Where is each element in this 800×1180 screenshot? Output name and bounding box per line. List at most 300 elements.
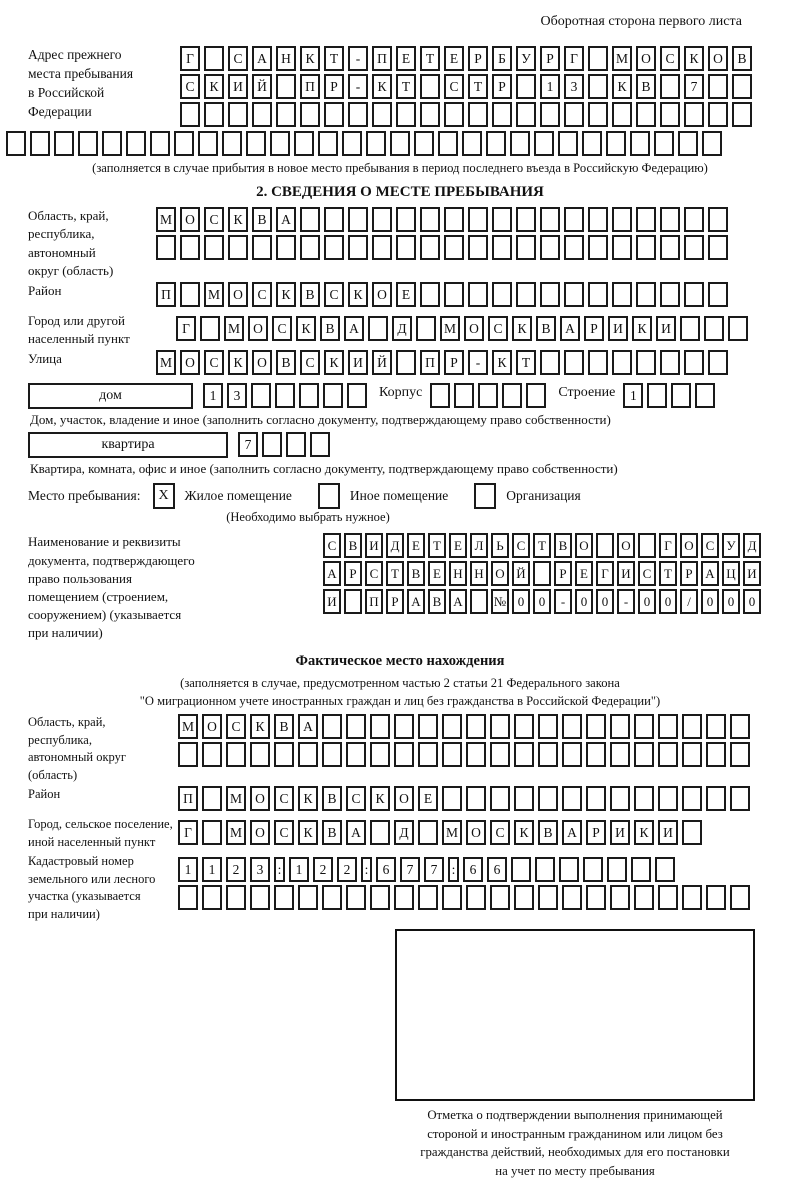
char-cell[interactable]: А [562,820,582,845]
char-cell[interactable] [222,131,242,156]
char-cell[interactable] [322,742,342,767]
char-cell[interactable] [430,383,450,408]
char-cell[interactable] [174,131,194,156]
char-cell[interactable]: С [274,820,294,845]
char-cell[interactable]: Е [407,533,425,558]
char-cell[interactable]: О [248,316,268,341]
char-cell[interactable] [678,131,698,156]
char-cell[interactable] [658,786,678,811]
char-cell[interactable]: С [274,786,294,811]
char-cell[interactable] [732,74,752,99]
char-cell[interactable] [420,102,440,127]
char-cell[interactable]: - [554,589,572,614]
char-cell[interactable] [562,714,582,739]
char-cell[interactable]: О [617,533,635,558]
char-cell[interactable] [444,102,464,127]
char-cell[interactable]: 0 [575,589,593,614]
char-cell[interactable]: Д [392,316,412,341]
char-cell[interactable] [706,786,726,811]
char-cell[interactable] [370,885,390,910]
char-cell[interactable]: С [365,561,383,586]
char-cell[interactable] [634,885,654,910]
char-cell[interactable] [102,131,122,156]
char-cell[interactable] [322,714,342,739]
char-cell[interactable] [204,102,224,127]
char-cell[interactable]: М [156,350,176,375]
char-cell[interactable]: М [178,714,198,739]
char-cell[interactable]: 7 [238,432,258,457]
char-cell[interactable] [276,74,296,99]
char-cell[interactable]: Й [252,74,272,99]
char-cell[interactable] [660,102,680,127]
char-cell[interactable] [276,102,296,127]
char-cell[interactable]: Й [372,350,392,375]
char-cell[interactable] [204,46,224,71]
char-cell[interactable] [492,235,512,260]
char-cell[interactable] [708,102,728,127]
char-cell[interactable] [730,714,750,739]
char-cell[interactable] [344,589,362,614]
char-cell[interactable]: О [636,46,656,71]
char-cell[interactable]: 0 [701,589,719,614]
char-cell[interactable] [630,131,650,156]
char-cell[interactable]: М [156,207,176,232]
char-cell[interactable] [514,786,534,811]
char-cell[interactable]: - [348,74,368,99]
char-cell[interactable]: К [512,316,532,341]
char-cell[interactable] [200,316,220,341]
char-cell[interactable]: О [250,820,270,845]
char-cell[interactable] [564,235,584,260]
char-cell[interactable] [156,235,176,260]
char-cell[interactable] [610,885,630,910]
char-cell[interactable] [658,714,678,739]
char-cell[interactable] [516,282,536,307]
char-cell[interactable] [202,820,222,845]
char-cell[interactable] [150,131,170,156]
char-cell[interactable]: И [617,561,635,586]
char-cell[interactable] [468,207,488,232]
char-cell[interactable] [728,316,748,341]
char-cell[interactable] [390,131,410,156]
char-cell[interactable] [300,235,320,260]
char-cell[interactable] [534,131,554,156]
char-cell[interactable] [396,350,416,375]
char-cell[interactable] [562,742,582,767]
char-cell[interactable] [252,235,272,260]
char-cell[interactable] [226,742,246,767]
char-cell[interactable] [533,561,551,586]
char-cell[interactable] [647,383,667,408]
char-cell[interactable]: Е [444,46,464,71]
char-cell[interactable] [490,742,510,767]
char-cell[interactable]: Н [449,561,467,586]
char-cell[interactable] [444,235,464,260]
char-cell[interactable] [538,742,558,767]
char-cell[interactable]: Б [492,46,512,71]
char-cell[interactable]: 1 [202,857,222,882]
char-cell[interactable]: П [420,350,440,375]
char-cell[interactable] [466,714,486,739]
char-cell[interactable]: О [180,207,200,232]
char-cell[interactable] [636,350,656,375]
char-cell[interactable] [274,885,294,910]
char-cell[interactable]: К [228,350,248,375]
char-cell[interactable] [462,131,482,156]
char-cell[interactable] [486,131,506,156]
char-cell[interactable] [612,235,632,260]
char-cell[interactable]: 1 [623,383,643,408]
char-cell[interactable] [250,742,270,767]
char-cell[interactable] [394,885,414,910]
char-cell[interactable] [680,316,700,341]
char-cell[interactable] [612,350,632,375]
char-cell[interactable] [588,235,608,260]
char-cell[interactable] [420,207,440,232]
char-cell[interactable]: А [344,316,364,341]
char-cell[interactable] [671,383,691,408]
char-cell[interactable] [250,885,270,910]
char-cell[interactable]: С [180,74,200,99]
char-cell[interactable]: С [226,714,246,739]
char-cell[interactable] [442,714,462,739]
char-cell[interactable]: 1 [203,383,223,408]
char-cell[interactable] [586,742,606,767]
char-cell[interactable]: / [680,589,698,614]
char-cell[interactable] [286,432,306,457]
char-cell[interactable]: 6 [376,857,396,882]
char-cell[interactable]: Р [680,561,698,586]
char-cell[interactable] [442,742,462,767]
char-cell[interactable] [516,102,536,127]
char-cell[interactable]: С [701,533,719,558]
char-cell[interactable]: И [608,316,628,341]
char-cell[interactable]: Р [492,74,512,99]
char-cell[interactable] [370,714,390,739]
char-cell[interactable]: Е [428,561,446,586]
char-cell[interactable]: П [300,74,320,99]
char-cell[interactable]: С [490,820,510,845]
char-cell[interactable]: Т [533,533,551,558]
char-cell[interactable] [706,742,726,767]
char-cell[interactable]: И [743,561,761,586]
char-cell[interactable] [310,432,330,457]
char-cell[interactable] [492,282,512,307]
char-cell[interactable] [588,74,608,99]
char-cell[interactable] [730,885,750,910]
char-cell[interactable] [270,131,290,156]
char-cell[interactable] [708,350,728,375]
char-cell[interactable]: О [575,533,593,558]
char-cell[interactable] [654,131,674,156]
char-cell[interactable] [178,885,198,910]
char-cell[interactable]: К [632,316,652,341]
char-cell[interactable] [324,102,344,127]
char-cell[interactable]: К [324,350,344,375]
char-cell[interactable]: Р [540,46,560,71]
char-cell[interactable] [348,102,368,127]
char-cell[interactable]: - [348,46,368,71]
char-cell[interactable]: В [320,316,340,341]
char-cell[interactable] [178,742,198,767]
char-cell[interactable]: В [636,74,656,99]
char-cell[interactable]: И [323,589,341,614]
char-cell[interactable] [562,786,582,811]
char-cell[interactable] [490,786,510,811]
char-cell[interactable] [564,207,584,232]
char-cell[interactable]: 3 [250,857,270,882]
char-cell[interactable] [394,742,414,767]
char-cell[interactable] [583,857,603,882]
char-cell[interactable]: С [444,74,464,99]
char-cell[interactable]: Ь [491,533,509,558]
char-cell[interactable] [346,714,366,739]
char-cell[interactable] [414,131,434,156]
char-cell[interactable]: Е [449,533,467,558]
char-cell[interactable]: С [660,46,680,71]
char-cell[interactable]: Т [420,46,440,71]
char-cell[interactable] [636,207,656,232]
char-cell[interactable] [636,282,656,307]
char-cell[interactable] [586,786,606,811]
char-cell[interactable]: О [372,282,392,307]
char-cell[interactable]: Е [418,786,438,811]
char-cell[interactable] [228,235,248,260]
char-cell[interactable] [226,885,246,910]
char-cell[interactable] [492,102,512,127]
char-cell[interactable] [706,714,726,739]
char-cell[interactable] [6,131,26,156]
char-cell[interactable] [655,857,675,882]
char-cell[interactable] [658,742,678,767]
char-cell[interactable]: К [492,350,512,375]
char-cell[interactable] [490,714,510,739]
char-cell[interactable]: - [617,589,635,614]
char-cell[interactable]: С [323,533,341,558]
char-cell[interactable]: О [680,533,698,558]
char-cell[interactable] [612,207,632,232]
char-cell[interactable]: В [407,561,425,586]
char-cell[interactable] [372,102,392,127]
char-cell[interactable]: В [322,820,342,845]
char-cell[interactable] [706,885,726,910]
char-cell[interactable]: О [466,820,486,845]
char-cell[interactable]: - [468,350,488,375]
char-cell[interactable]: С [228,46,248,71]
char-cell[interactable] [418,742,438,767]
char-cell[interactable] [612,102,632,127]
char-cell[interactable]: А [276,207,296,232]
char-cell[interactable] [78,131,98,156]
char-cell[interactable] [564,282,584,307]
char-cell[interactable] [514,714,534,739]
char-cell[interactable] [704,316,724,341]
char-cell[interactable] [442,885,462,910]
char-cell[interactable]: Т [324,46,344,71]
char-cell[interactable] [294,131,314,156]
char-cell[interactable] [564,350,584,375]
char-cell[interactable]: М [204,282,224,307]
char-cell[interactable] [202,885,222,910]
char-cell[interactable] [702,131,722,156]
char-cell[interactable] [511,857,531,882]
char-cell[interactable]: Е [575,561,593,586]
char-cell[interactable]: И [228,74,248,99]
char-cell[interactable]: С [300,350,320,375]
char-cell[interactable]: 3 [227,383,247,408]
char-cell[interactable] [300,102,320,127]
char-cell[interactable] [322,885,342,910]
char-cell[interactable] [540,102,560,127]
char-cell[interactable]: Г [564,46,584,71]
char-cell[interactable]: Г [596,561,614,586]
char-cell[interactable] [684,102,704,127]
char-cell[interactable]: В [252,207,272,232]
char-cell[interactable] [274,742,294,767]
char-cell[interactable]: : [448,857,459,882]
checkbox-residential[interactable]: X [153,483,175,509]
char-cell[interactable]: К [276,282,296,307]
char-cell[interactable]: Т [428,533,446,558]
char-cell[interactable] [695,383,715,408]
char-cell[interactable] [368,316,388,341]
char-cell[interactable] [516,207,536,232]
char-cell[interactable]: В [300,282,320,307]
char-cell[interactable]: 0 [743,589,761,614]
char-cell[interactable] [492,207,512,232]
char-cell[interactable]: Г [659,533,677,558]
char-cell[interactable] [300,207,320,232]
char-cell[interactable]: 2 [226,857,246,882]
char-cell[interactable]: В [276,350,296,375]
char-cell[interactable]: 0 [533,589,551,614]
char-cell[interactable] [246,131,266,156]
char-cell[interactable] [420,74,440,99]
char-cell[interactable]: К [296,316,316,341]
char-cell[interactable]: И [656,316,676,341]
char-cell[interactable]: О [228,282,248,307]
char-cell[interactable]: Г [176,316,196,341]
char-cell[interactable] [180,235,200,260]
char-cell[interactable]: Т [396,74,416,99]
char-cell[interactable] [660,74,680,99]
char-cell[interactable] [298,885,318,910]
char-cell[interactable] [708,207,728,232]
char-cell[interactable]: Е [396,282,416,307]
char-cell[interactable] [660,235,680,260]
char-cell[interactable]: К [300,46,320,71]
char-cell[interactable] [514,742,534,767]
char-cell[interactable] [535,857,555,882]
char-cell[interactable]: Е [396,46,416,71]
checkbox-other-premises[interactable] [318,483,340,509]
char-cell[interactable] [638,533,656,558]
char-cell[interactable]: О [202,714,222,739]
char-cell[interactable]: Д [743,533,761,558]
char-cell[interactable] [468,102,488,127]
char-cell[interactable] [660,282,680,307]
char-cell[interactable] [708,282,728,307]
char-cell[interactable]: 0 [596,589,614,614]
char-cell[interactable] [682,714,702,739]
char-cell[interactable] [370,820,390,845]
char-cell[interactable] [348,207,368,232]
char-cell[interactable] [420,282,440,307]
char-cell[interactable] [348,235,368,260]
char-cell[interactable] [299,383,319,408]
char-cell[interactable] [416,316,436,341]
char-cell[interactable] [490,885,510,910]
char-cell[interactable]: К [250,714,270,739]
char-cell[interactable]: Р [324,74,344,99]
char-cell[interactable]: К [612,74,632,99]
char-cell[interactable] [442,786,462,811]
char-cell[interactable] [610,742,630,767]
char-cell[interactable] [54,131,74,156]
char-cell[interactable] [588,207,608,232]
char-cell[interactable]: 0 [722,589,740,614]
char-cell[interactable]: К [348,282,368,307]
char-cell[interactable] [607,857,627,882]
char-cell[interactable]: № [491,589,509,614]
char-cell[interactable]: Г [178,820,198,845]
char-cell[interactable]: В [274,714,294,739]
char-cell[interactable]: В [428,589,446,614]
char-cell[interactable] [634,742,654,767]
char-cell[interactable] [370,742,390,767]
char-cell[interactable] [610,786,630,811]
char-cell[interactable]: П [178,786,198,811]
char-cell[interactable] [396,102,416,127]
char-cell[interactable]: И [610,820,630,845]
char-cell[interactable] [586,714,606,739]
char-cell[interactable]: А [252,46,272,71]
char-cell[interactable] [298,742,318,767]
char-cell[interactable]: А [298,714,318,739]
char-cell[interactable]: Т [386,561,404,586]
char-cell[interactable]: О [250,786,270,811]
char-cell[interactable] [202,786,222,811]
char-cell[interactable] [730,786,750,811]
char-cell[interactable] [588,350,608,375]
char-cell[interactable] [588,282,608,307]
char-cell[interactable] [324,207,344,232]
char-cell[interactable]: К [684,46,704,71]
char-cell[interactable]: М [224,316,244,341]
char-cell[interactable] [540,282,560,307]
char-cell[interactable] [372,235,392,260]
char-cell[interactable] [346,742,366,767]
char-cell[interactable]: В [536,316,556,341]
char-cell[interactable]: А [449,589,467,614]
char-cell[interactable] [202,742,222,767]
char-cell[interactable] [606,131,626,156]
char-cell[interactable]: К [204,74,224,99]
char-cell[interactable] [564,102,584,127]
char-cell[interactable] [478,383,498,408]
char-cell[interactable] [251,383,271,408]
char-cell[interactable] [228,102,248,127]
char-cell[interactable] [538,714,558,739]
char-cell[interactable]: Г [180,46,200,71]
char-cell[interactable] [730,742,750,767]
char-cell[interactable]: А [323,561,341,586]
char-cell[interactable]: Р [586,820,606,845]
char-cell[interactable]: Р [386,589,404,614]
char-cell[interactable] [558,131,578,156]
char-cell[interactable]: С [204,350,224,375]
char-cell[interactable] [438,131,458,156]
